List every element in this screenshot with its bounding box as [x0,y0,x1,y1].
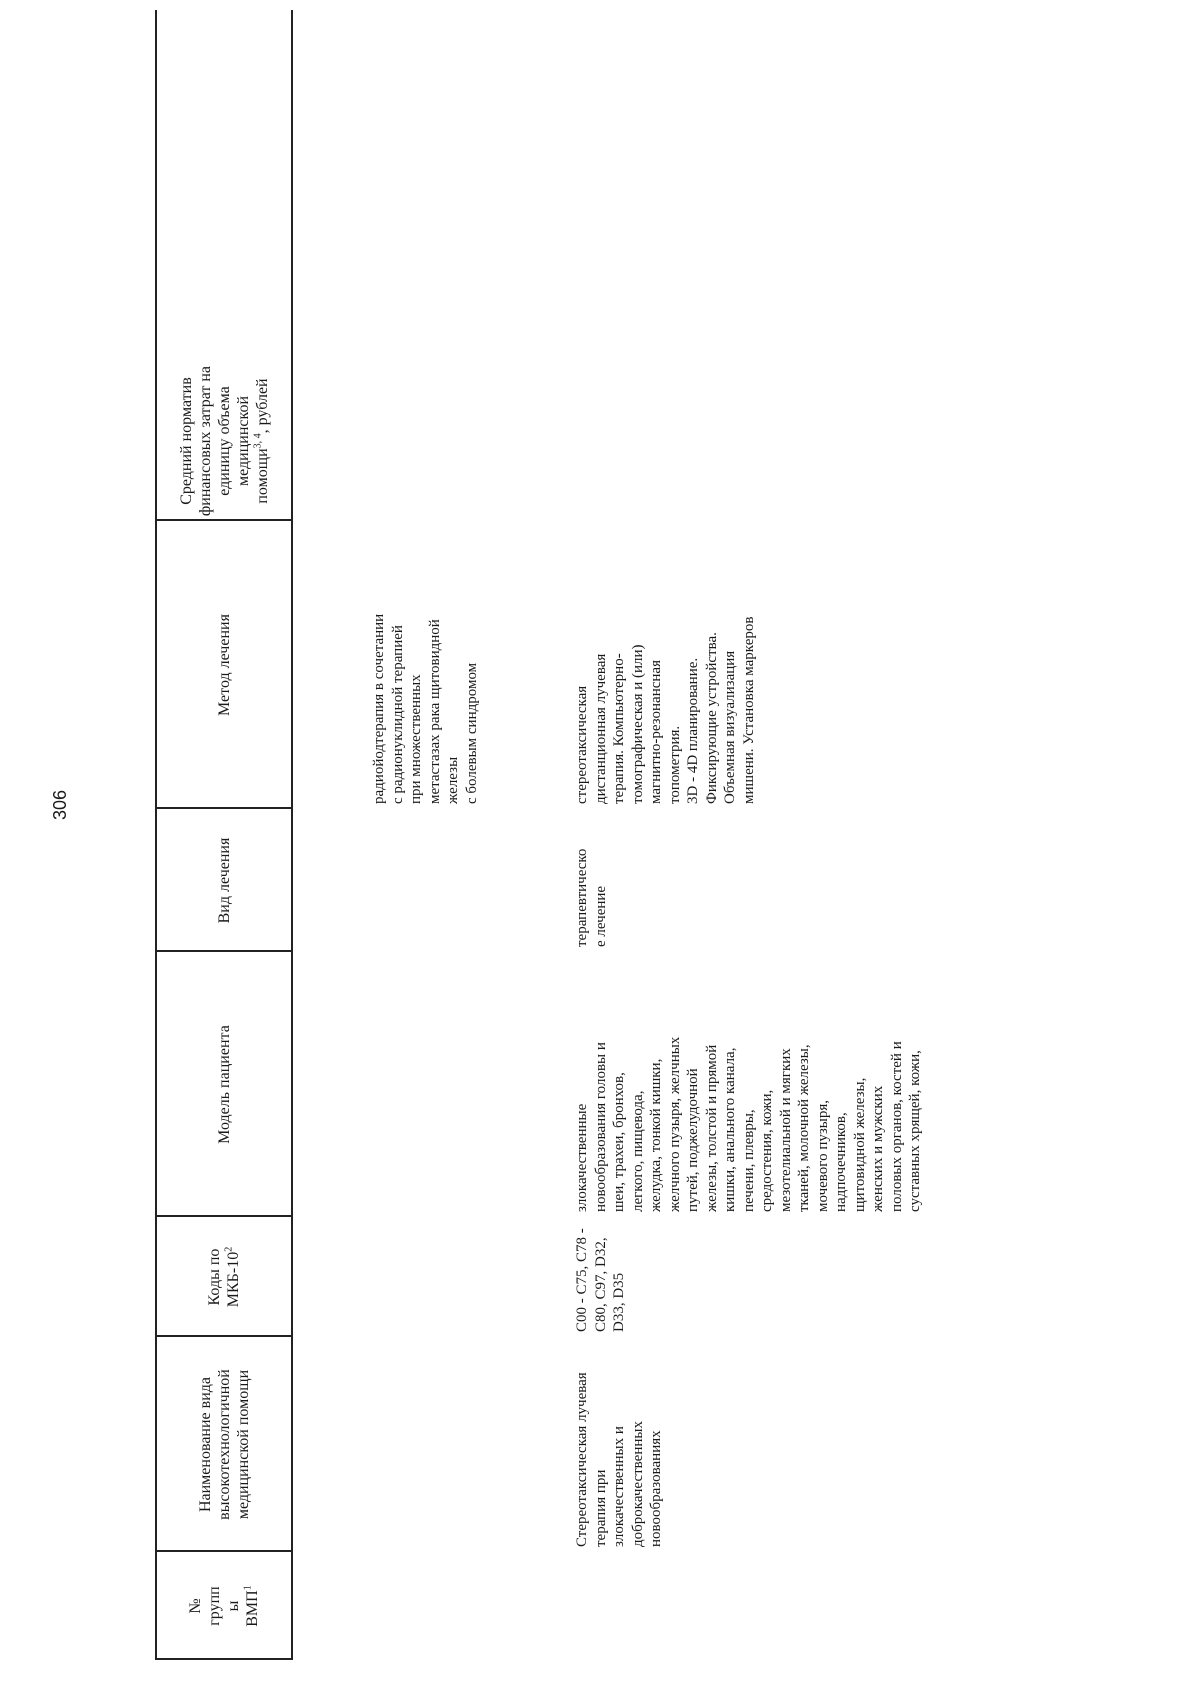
header-icd-codes [159,1217,289,1337]
row2-icd-codes: C00 - C75, C78 - C80, C97, D32, D33, D35 [574,1228,627,1332]
row2-patient-model: злокачественные новообразования головы и шеи, трахеи, бронхов, легкого, пищевода, желудка, тонкой кишки, желчного пузыря, желчных путей, поджелудочной железы, толстой и прямой кишки, анального канала, печени, плевры, средостения, кожи, мезотелиальной и мягких тканей, молочной железы, мочевого пузыря, надпочечников, щитовидной железы, женских и мужских половых органов, костей и суставных хрящей, кожи, [574,1036,923,1212]
header-group-number-line2: групп [206,1586,223,1626]
page-number: 306 [50,789,70,820]
header-cost-norm-text: Средний норматив финансовых затрат на единицу объема медицинской помощи [177,365,271,517]
header-cost-norm-wrap [177,365,272,517]
header-cost-norm-suffix: , рублей [253,378,271,434]
header-group-number-line4 [243,1585,262,1626]
header-treatment-method-text: Метод лечения [215,614,233,716]
header-cost-norm [159,361,289,521]
row2-care-type-name: Стереотаксическая лучевая терапия при злокачественных и доброкачественных новообразованиях [574,1372,664,1547]
header-icd-codes-text: Коды по МКБ-10 [206,1248,242,1308]
header-group-number-line3: ы [225,1600,242,1612]
rotated-table [155,10,1200,1660]
header-patient-model [159,952,289,1217]
header-treatment-type-text: Вид лечения [215,837,233,924]
header-treatment-method [159,521,289,809]
row1-method: радиойодтерапия в сочетании с радионуклидной терапией при множественных метастазах рака щитовидной железы с болевым синдромом [371,613,480,804]
table-top-rule [155,10,157,1660]
header-icd-codes-sup: 2 [223,1246,235,1252]
header-patient-model-text: Модель пациента [215,1025,233,1144]
header-care-type-name [159,1337,289,1552]
header-vmp-sup: 1 [242,1585,254,1591]
row2-treatment-method: стереотаксическая дистанционная лучевая терапия. Компьютерно- томографическая и (или) магнитно-резонансная топометрия. 3D - 4D планирование. Фиксирующие устройства. Объемная визуализация мишени. Установка маркеров [574,616,757,804]
header-cost-norm-sup: 3, 4 [252,433,264,449]
row2-treatment-type: терапевтическо е лечение [574,848,609,947]
header-treatment-type [159,809,289,952]
header-vmp-text: ВМП [244,1590,261,1627]
header-bottom-rule [291,10,293,1660]
header-group-number [159,1552,289,1660]
header-icd-codes-wrap [205,1221,243,1333]
header-group-number-line1: № [187,1598,204,1614]
header-care-type-name-text: Наименование вида высокотехнологичной медицинской помощи [196,1369,252,1520]
